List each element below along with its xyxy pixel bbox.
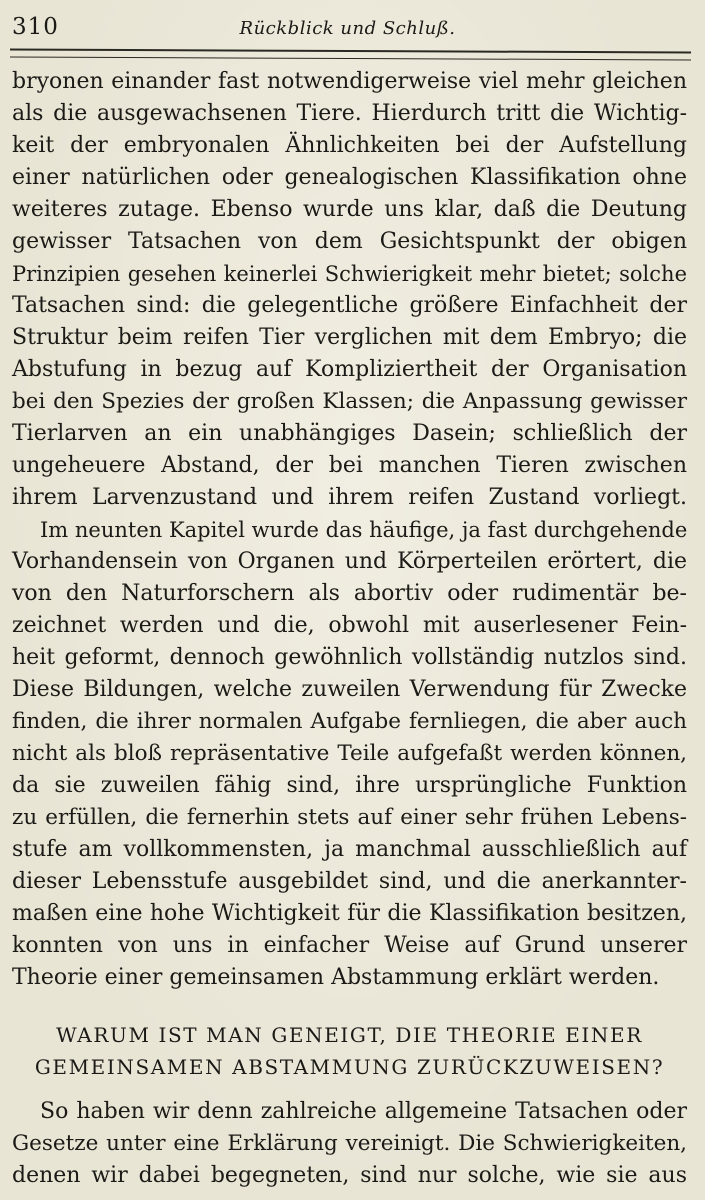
text-line: Theorie einer gemeinsamen Abstammung erklärt werden. [12, 965, 660, 990]
running-title: Rückblick und Schluß. [239, 18, 456, 39]
text-line: So haben wir denn zahlreiche allgemeine Tatsachen oder [40, 1099, 687, 1124]
text-line: bei den Spezies der großen Klassen; die Anpassung gewisser [12, 389, 687, 414]
text-line: finden, die ihrer normalen Aufgabe fernliegen, die aber auch [12, 709, 687, 734]
text-line: heit geformt, dennoch gewöhnlich vollständig nutzlos sind. [12, 645, 687, 670]
text-line: ungeheuere Abstand, der bei manchen Tieren zwischen [12, 453, 687, 478]
section-heading: GEMEINSAMEN ABSTAMMUNG ZURÜCKZUWEISEN? [34, 1055, 665, 1079]
text-line: Tierlarven an ein unabhängiges Dasein; schließlich der [12, 421, 687, 446]
text-line: Vorhandensein von Organen und Körperteilen erörtert, die [12, 549, 687, 574]
text-line: ihrem Larvenzustand und ihrem reifen Zustand vorliegt. [12, 485, 687, 510]
text-line: Tatsachen sind: die gelegentliche größere Einfachheit der [12, 293, 687, 318]
header-rule [10, 49, 691, 61]
text-line: von den Naturforschern als abortiv oder rudimentär be- [12, 581, 687, 606]
text-line: zeichnet werden und die, obwohl mit auserlesener Fein- [12, 613, 687, 638]
text-line: Im neunten Kapitel wurde das häufige, ja fast durchgehende [40, 518, 688, 542]
text-line: da sie zuweilen fähig sind, ihre ursprüngliche Funktion [12, 773, 687, 798]
text-line: Struktur beim reifen Tier verglichen mit dem Embryo; die [12, 325, 687, 350]
text-line: nicht als bloß repräsentative Teile aufgefaßt werden können, [12, 741, 687, 766]
text-line: Abstufung in bezug auf Kompliziertheit der Organisation [12, 357, 687, 382]
text-line: zu erfüllen, die fernerhin stets auf einer sehr frühen Lebens- [12, 805, 687, 830]
page-number: 310 [12, 14, 59, 40]
text-line: maßen eine hohe Wichtigkeit für die Klassifikation besitzen, [12, 901, 687, 926]
text-line: einer natürlichen oder genealogischen Klassifikation ohne [12, 165, 687, 190]
text-line: konnten von uns in einfacher Weise auf Grund unserer [12, 933, 687, 958]
text-line: Diese Bildungen, welche zuweilen Verwendung für Zwecke [12, 677, 687, 702]
text-line: Prinzipien gesehen keinerlei Schwierigkeit mehr bietet; solche [12, 262, 687, 286]
running-header [12, 14, 683, 44]
text-line: stufe am vollkommensten, ja manchmal ausschließlich auf [12, 837, 687, 862]
text-line: als die ausgewachsenen Tiere. Hierdurch tritt die Wichtig- [12, 101, 687, 126]
text-line: Gesetze unter eine Erklärung vereinigt. Die Schwierigkeiten, [12, 1131, 687, 1156]
text-line: weiteres zutage. Ebenso wurde uns klar, daß die Deutung [12, 197, 687, 222]
text-line: denen wir dabei begegneten, sind nur solche, wie sie aus [12, 1163, 687, 1188]
text-line: gewisser Tatsachen von dem Gesichtspunkt der obigen [12, 229, 687, 254]
text-line: dieser Lebensstufe ausgebildet sind, und die anerkannter- [12, 869, 687, 894]
text-line: keit der embryonalen Ähnlichkeiten bei der Aufstellung [12, 133, 687, 158]
section-heading: WARUM IST MAN GENEIGT, DIE THEORIE EINER [56, 1023, 643, 1047]
text-line: bryonen einander fast notwendigerweise viel mehr gleichen [12, 69, 687, 94]
